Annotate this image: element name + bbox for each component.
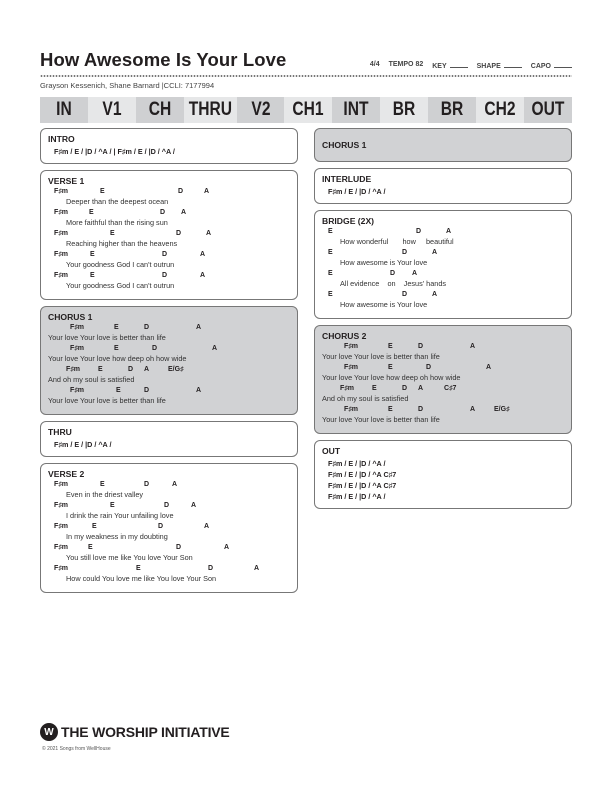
chord-row bbox=[48, 324, 290, 333]
song-roadmap bbox=[40, 97, 572, 123]
chord-progression: F♯m / E / |D / ^A / bbox=[328, 459, 386, 468]
roadmap-label: THRU bbox=[188, 99, 232, 120]
roadmap-label: CH1 bbox=[292, 99, 325, 120]
chord: F♯m bbox=[344, 343, 358, 350]
lyric-line bbox=[48, 324, 290, 342]
chord-row bbox=[54, 544, 290, 553]
chord: A bbox=[486, 364, 492, 371]
lyric-line bbox=[48, 345, 290, 363]
dotted-divider bbox=[40, 75, 572, 77]
chord-row bbox=[322, 364, 564, 373]
chord: D bbox=[426, 364, 432, 371]
chord: E bbox=[90, 272, 95, 279]
lyric-line bbox=[48, 387, 290, 405]
chord: E bbox=[136, 565, 141, 572]
lyric-line bbox=[322, 406, 564, 424]
lyric-text: Even in the driest valley bbox=[66, 490, 144, 499]
chord-progression: F♯m / E / |D / ^A C♯7 bbox=[328, 481, 397, 490]
section-label: CHORUS 1 bbox=[322, 139, 367, 150]
chord: E bbox=[388, 364, 393, 371]
chord: E/G♯ bbox=[168, 366, 184, 373]
section-intro bbox=[40, 128, 298, 164]
chord-row bbox=[328, 291, 564, 300]
chord: D bbox=[144, 481, 150, 488]
roadmap-label: BR bbox=[440, 99, 464, 120]
chord: E bbox=[110, 230, 115, 237]
section-label: VERSE 1 bbox=[48, 176, 85, 186]
song-title: How Awesome Is Your Love bbox=[40, 49, 287, 70]
chord: E bbox=[98, 366, 103, 373]
lyric-line bbox=[322, 343, 564, 361]
section-bridge bbox=[314, 210, 572, 319]
lyric-line bbox=[48, 523, 290, 541]
roadmap-label: V1 bbox=[102, 99, 122, 120]
roadmap-cell bbox=[184, 97, 237, 123]
chord: D bbox=[162, 251, 168, 258]
chord-row bbox=[54, 502, 290, 511]
chord: F♯m bbox=[54, 230, 68, 237]
chord: E bbox=[388, 343, 393, 350]
authors-ccli: Grayson Kessenich, Shane Barnard |CCLI: 7177994 bbox=[40, 81, 215, 90]
roadmap-cell bbox=[524, 97, 572, 123]
roadmap-label: V2 bbox=[250, 99, 271, 120]
song-meta bbox=[370, 61, 572, 70]
roadmap-label: IN bbox=[56, 99, 72, 120]
lyric-text: I drink the rain Your unfailing love bbox=[66, 511, 174, 520]
roadmap-label: CH bbox=[148, 99, 172, 120]
roadmap-label: OUT bbox=[531, 99, 565, 120]
lyric-line bbox=[48, 544, 290, 562]
copyright: © 2021 Songs from WellHouse bbox=[42, 746, 111, 752]
chord: D bbox=[144, 324, 150, 331]
chord: D bbox=[176, 230, 182, 237]
chord: F♯m bbox=[66, 366, 80, 373]
lyric-text: Your love Your love is better than life bbox=[322, 415, 440, 424]
lyric-text: How awesome is Your love bbox=[340, 258, 428, 267]
chord-row bbox=[322, 385, 564, 394]
brand-logo bbox=[40, 723, 230, 741]
chord: D bbox=[208, 565, 214, 572]
roadmap-label: BR bbox=[393, 99, 416, 120]
chord-row bbox=[48, 387, 290, 396]
chord: D bbox=[418, 406, 424, 413]
chord: F♯m bbox=[54, 544, 68, 551]
chord: F♯m bbox=[54, 502, 68, 509]
chord: E bbox=[328, 270, 333, 277]
section-label: OUT bbox=[322, 446, 341, 456]
time-signature: 4/4 bbox=[369, 61, 380, 68]
chord: D bbox=[402, 385, 408, 392]
section-label: INTERLUDE bbox=[322, 174, 372, 184]
chord: F♯m bbox=[340, 385, 354, 392]
chord: F♯m bbox=[70, 387, 84, 394]
lyric-text: Your love Your love how deep oh how wide bbox=[48, 354, 187, 363]
chord: A bbox=[446, 228, 452, 235]
lyric-text: Your goodness God I can't outrun bbox=[66, 281, 175, 290]
chord: A bbox=[172, 481, 178, 488]
section-out bbox=[314, 440, 572, 509]
chord: D bbox=[390, 270, 396, 277]
chord-progression: F♯m / E / |D / ^A C♯7 bbox=[328, 470, 397, 479]
chord-row bbox=[322, 343, 564, 352]
chord: C♯7 bbox=[444, 385, 457, 392]
lyric-line bbox=[48, 481, 290, 499]
lyric-line bbox=[48, 272, 290, 290]
chord: F♯m bbox=[54, 188, 68, 195]
roadmap-cell bbox=[88, 97, 136, 123]
chord: F♯m bbox=[54, 481, 68, 488]
shape-field: SHAPE bbox=[477, 61, 522, 70]
lyric-line bbox=[322, 291, 564, 309]
chord: E bbox=[328, 228, 333, 235]
chord-row bbox=[54, 209, 290, 218]
section-chorus-2 bbox=[314, 325, 572, 434]
lyric-line bbox=[48, 209, 290, 227]
chord: A bbox=[224, 544, 230, 551]
lyric-text: Your love Your love is better than life bbox=[48, 396, 166, 405]
section-label: CHORUS 2 bbox=[322, 331, 367, 341]
tempo: TEMPO 82 bbox=[388, 61, 424, 68]
roadmap-cell bbox=[237, 97, 285, 123]
section-verse-1 bbox=[40, 170, 298, 300]
chord: E bbox=[89, 209, 94, 216]
chord: D bbox=[418, 343, 424, 350]
lyric-text: And oh my soul is satisfied bbox=[322, 394, 409, 403]
right-column bbox=[314, 128, 572, 515]
chord: D bbox=[176, 544, 182, 551]
chord: A bbox=[418, 385, 424, 392]
chord: A bbox=[200, 251, 206, 258]
capo-field: CAPO bbox=[531, 61, 572, 70]
roadmap-cell bbox=[284, 97, 332, 123]
lyric-text: How could You love me like You love Your Son bbox=[66, 574, 217, 583]
chord: A bbox=[196, 324, 202, 331]
chord: E bbox=[328, 291, 333, 298]
chord: A bbox=[191, 502, 197, 509]
chord: D bbox=[128, 366, 134, 373]
lyric-text: Your love Your love is better than life bbox=[322, 352, 440, 361]
section-label: VERSE 2 bbox=[48, 469, 85, 479]
lyric-line bbox=[48, 251, 290, 269]
chord-row bbox=[48, 345, 290, 354]
section-verse-2 bbox=[40, 463, 298, 593]
chord: F♯m bbox=[344, 364, 358, 371]
lyric-line bbox=[48, 565, 290, 583]
chord-row bbox=[328, 249, 564, 258]
chord: A bbox=[181, 209, 187, 216]
chord: D bbox=[164, 502, 170, 509]
chord: F♯m bbox=[54, 565, 68, 572]
chord: F♯m bbox=[54, 251, 68, 258]
chord: A bbox=[470, 406, 476, 413]
roadmap-cell bbox=[136, 97, 184, 123]
chord: D bbox=[416, 228, 422, 235]
chord-row bbox=[54, 188, 290, 197]
chord-row bbox=[328, 228, 564, 237]
section-thru bbox=[40, 421, 298, 457]
roadmap-label: CH2 bbox=[484, 99, 516, 120]
chord: E bbox=[100, 188, 105, 195]
lyric-text: You still love me like You love Your Son bbox=[66, 553, 193, 562]
chord: F♯m bbox=[54, 209, 68, 216]
chord: D bbox=[152, 345, 158, 352]
chord: A bbox=[204, 188, 210, 195]
lyric-text: More faithful than the rising sun bbox=[66, 218, 168, 227]
key-field: KEY bbox=[432, 61, 467, 70]
chord: F♯m bbox=[344, 406, 358, 413]
chord: A bbox=[196, 387, 202, 394]
lyric-text: How wonderful how beautiful bbox=[340, 237, 454, 246]
roadmap-label: INT bbox=[343, 99, 369, 120]
lyric-line bbox=[48, 366, 290, 384]
chord-progression: F♯m / E / |D / ^A / bbox=[328, 187, 386, 196]
chord-row bbox=[54, 251, 290, 260]
roadmap-cell bbox=[428, 97, 476, 123]
chord-progression: F♯m / E / |D / ^A / bbox=[328, 492, 386, 501]
chord-progression: F♯m / E / |D / ^A / bbox=[54, 440, 112, 449]
roadmap-cell bbox=[476, 97, 524, 123]
chord: E bbox=[388, 406, 393, 413]
chord: D bbox=[160, 209, 166, 216]
chord: A bbox=[432, 291, 438, 298]
section-chorus-1 bbox=[40, 306, 298, 415]
chord: F♯m bbox=[54, 523, 68, 530]
chord: D bbox=[178, 188, 184, 195]
lyric-text: All evidence on Jesus' hands bbox=[340, 279, 447, 288]
chord: E bbox=[114, 324, 119, 331]
chord: A bbox=[432, 249, 438, 256]
lyric-line bbox=[322, 385, 564, 403]
section-label: BRIDGE (2X) bbox=[322, 216, 375, 226]
roadmap-cell bbox=[380, 97, 428, 123]
chord-row bbox=[54, 481, 290, 490]
chord: E bbox=[88, 544, 93, 551]
lyric-text: In my weakness in my doubting bbox=[66, 532, 168, 541]
chord: A bbox=[212, 345, 218, 352]
chord: A bbox=[254, 565, 260, 572]
roadmap-cell bbox=[332, 97, 380, 123]
chord: E bbox=[114, 345, 119, 352]
lyric-line bbox=[322, 270, 564, 288]
chord: F♯m bbox=[70, 324, 84, 331]
worship-initiative-logo-icon: W bbox=[40, 723, 58, 741]
chord-row bbox=[322, 406, 564, 415]
section-label: INTRO bbox=[48, 134, 75, 144]
chord: A bbox=[206, 230, 212, 237]
chord-row bbox=[54, 565, 290, 574]
lyric-text: Deeper than the deepest ocean bbox=[66, 197, 169, 206]
lyric-line bbox=[322, 249, 564, 267]
chord: D bbox=[162, 272, 168, 279]
chord-progression: F♯m / E / |D / ^A / | F♯m / E / |D / ^A / bbox=[54, 147, 175, 156]
chord: F♯m bbox=[54, 272, 68, 279]
chord: D bbox=[402, 249, 408, 256]
chord-row bbox=[328, 270, 564, 279]
brand-name: THE WORSHIP INITIATIVE bbox=[61, 724, 230, 740]
lyric-line bbox=[48, 188, 290, 206]
chord: D bbox=[158, 523, 164, 530]
lyric-line bbox=[48, 502, 290, 520]
chord: D bbox=[144, 387, 150, 394]
chord: E bbox=[116, 387, 121, 394]
chord: D bbox=[402, 291, 408, 298]
chord: A bbox=[204, 523, 210, 530]
chord-row bbox=[54, 272, 290, 281]
left-column bbox=[40, 128, 298, 599]
chord: A bbox=[470, 343, 476, 350]
chord-row bbox=[54, 523, 290, 532]
lyric-line bbox=[322, 364, 564, 382]
section-chorus-1-repeat bbox=[314, 128, 572, 162]
chord: E bbox=[92, 523, 97, 530]
chord: E bbox=[90, 251, 95, 258]
lyric-text: Reaching higher than the heavens bbox=[66, 239, 178, 248]
chord-row bbox=[54, 230, 290, 239]
lyric-text: Your love Your love how deep oh how wide bbox=[322, 373, 461, 382]
section-interlude bbox=[314, 168, 572, 204]
lyric-line bbox=[48, 230, 290, 248]
chord: E/G♯ bbox=[494, 406, 510, 413]
lyric-line bbox=[322, 228, 564, 246]
chord: E bbox=[328, 249, 333, 256]
roadmap-cell bbox=[40, 97, 88, 123]
lyric-text: And oh my soul is satisfied bbox=[48, 375, 135, 384]
section-label: CHORUS 1 bbox=[48, 312, 93, 322]
chord-row bbox=[48, 366, 290, 375]
lyric-text: Your love Your love is better than life bbox=[48, 333, 166, 342]
lyric-text: Your goodness God I can't outrun bbox=[66, 260, 175, 269]
chord: A bbox=[200, 272, 206, 279]
chord: A bbox=[144, 366, 150, 373]
chord: F♯m bbox=[70, 345, 84, 352]
chord: E bbox=[110, 502, 115, 509]
section-label: THRU bbox=[48, 427, 72, 437]
chord: E bbox=[372, 385, 377, 392]
chord: E bbox=[100, 481, 105, 488]
chord: A bbox=[412, 270, 418, 277]
lyric-text: How awesome is Your love bbox=[340, 300, 428, 309]
